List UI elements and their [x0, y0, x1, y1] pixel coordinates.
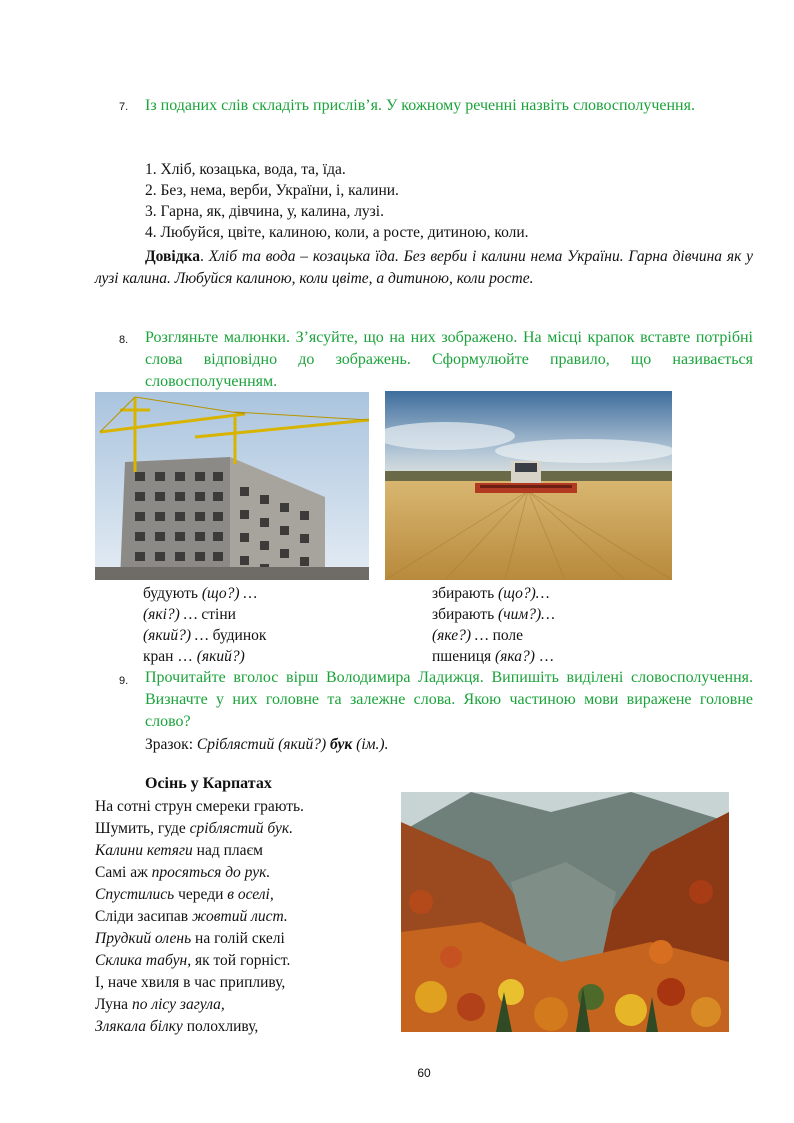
hint-paragraph — [95, 246, 753, 290]
poem-segment: Самі аж — [95, 864, 152, 881]
construction-image — [95, 392, 369, 580]
task-instruction: Розгляньте малюнки. З’ясуйте, що на них зображено. На місці крапок вставте потрібні слова відповідно до зображень. Сформулюйте правило, що називається словосполученням. — [145, 329, 753, 390]
poem-line — [95, 862, 395, 884]
poem-segment: просяться до рук. — [151, 864, 271, 881]
task-number: 9. — [119, 675, 129, 687]
poem-line — [95, 1016, 395, 1038]
harvest-field-image — [385, 391, 672, 580]
poem-line — [95, 884, 395, 906]
page-number: 60 — [417, 1066, 431, 1080]
poem-segment: Спустились — [95, 886, 175, 903]
poem-line — [95, 950, 395, 972]
poem-segment: Калини кетяги — [95, 842, 193, 859]
poem-segment: як той горніст. — [191, 952, 291, 969]
poem-line — [95, 994, 395, 1016]
poem-segment: сріблястий бук. — [189, 820, 294, 837]
exercise-left-1: будують (що?) … — [143, 585, 258, 602]
exercise-left-3: (який?) … будинок — [143, 627, 267, 644]
hint-label: Довідка — [145, 248, 200, 265]
list-item: 3. Гарна, як, дівчина, у, калина, лузі. — [145, 203, 384, 220]
poem-line — [95, 972, 395, 994]
exercise-right-3: (яке?) … поле — [432, 627, 524, 644]
exercise-left-2: (які?) … стіни — [143, 606, 236, 623]
poem-line — [95, 840, 395, 862]
task-instruction: Із поданих слів складіть прислів’я. У кожному реченні назвіть словосполучення. — [145, 97, 695, 114]
exercise-right-4: пшениця (яка?) … — [432, 648, 555, 665]
poem-line — [95, 818, 395, 840]
list-item: 2. Без, нема, верби, України, і, калини. — [145, 182, 399, 199]
poem-segment: Злякала білку — [95, 1018, 183, 1035]
poem-segment: Сліди засипав — [95, 908, 192, 925]
poem-segment: На сотні струн смереки грають. — [95, 798, 304, 815]
task-instruction: Прочитайте вголос вірш Володимира Ладижця. Випишіть виділені словосполучення. Визначте у них головне та залежне слова. Якою частиною мови виражене головне слово? — [145, 669, 753, 730]
poem-segment: Шумить, гуде — [95, 820, 190, 837]
poem-segment: над плаєм — [192, 842, 263, 859]
poem-segment: по лісу загула, — [131, 996, 225, 1013]
poem-segment: Луна — [95, 996, 132, 1013]
carpathian-autumn-image — [401, 792, 729, 1032]
poem-segment: жовтий лист. — [191, 908, 288, 925]
poem-title: Осінь у Карпатах — [145, 775, 272, 792]
sample-line: Зразок: Сріблястий (який?) бук (ім.). — [145, 736, 389, 753]
poem-line — [95, 796, 395, 818]
poem-segment: полохливу, — [182, 1018, 259, 1035]
hint-text: Хліб та вода – козацька їда. Без верби і калини нема України. Гарна дівчина як у лузі калина. Любуйся калиною, коли цвіте, а дитиною, коли росте. — [95, 248, 754, 287]
exercise-left-4: кран … (який?) — [143, 648, 245, 665]
task-number: 7. — [119, 101, 129, 113]
task-number: 8. — [119, 334, 129, 346]
exercise-right-2: збирають (чим?)… — [432, 606, 555, 623]
poem-segment: Склика табун, — [95, 952, 192, 969]
poem-segment: Прудкий олень — [95, 930, 192, 947]
poem-text — [95, 796, 395, 1038]
list-item: 1. Хліб, козацька, вода, та, їда. — [145, 161, 346, 178]
poem-segment: І, наче хвиля в час припливу, — [95, 974, 286, 991]
exercise-right-1: збирають (що?)… — [432, 585, 550, 602]
poem-segment: череди — [174, 886, 228, 903]
list-item: 4. Любуйся, цвіте, калиною, коли, а росте, дитиною, коли. — [145, 224, 529, 241]
poem-line — [95, 906, 395, 928]
poem-segment: в оселі, — [227, 886, 274, 903]
hint-punct: . — [200, 248, 209, 265]
poem-line — [95, 928, 395, 950]
poem-segment: на голій скелі — [191, 930, 285, 947]
